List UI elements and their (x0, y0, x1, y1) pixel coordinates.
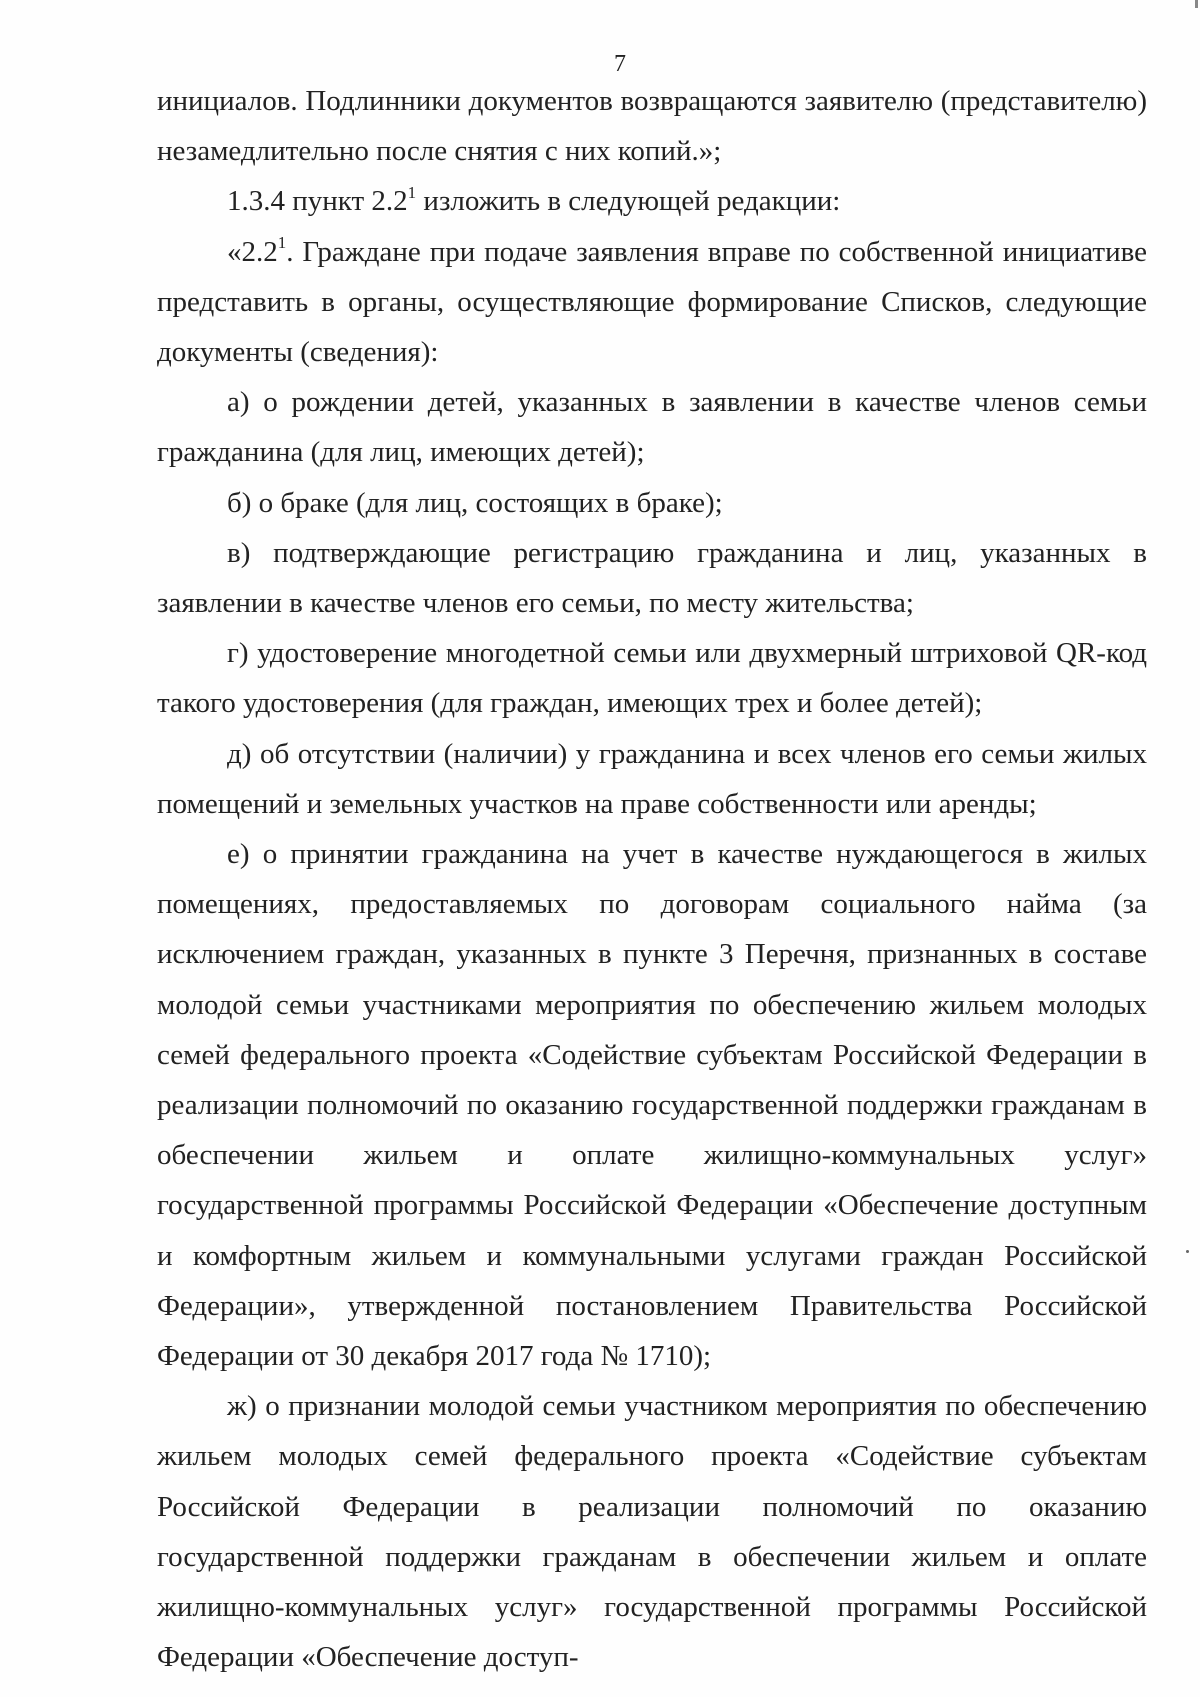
paragraph-text: 1.3.4 пункт 2.2 (227, 185, 408, 218)
superscript-mark: 1 (277, 232, 287, 252)
list-item-zh: ж) о признании молодой семьи участником мероприятия по обеспечению жильем молодых семей федерального проекта «Содействие субъектам Российской Федерации в реализации полномочий по оказанию государственной поддержки гражданам в обеспечении жильем и оплате жилищно-коммунальных услуг» государственной программы Российской Федерации «Обеспечение доступ- (157, 1390, 1147, 1674)
superscript-mark: 1 (407, 182, 417, 202)
scan-artifact (1186, 1250, 1189, 1253)
list-item-v: в) подтверждающие регистрацию гражданина и лиц, указанных в заявлении в качестве членов его семьи, по месту жительства; (157, 536, 1147, 620)
paragraph-amendment-item (157, 176, 1147, 226)
list-item-e: е) о принятии гражданина на учет в качестве нуждающегося в жилых помещениях, предоставляемых по договорам социального найма (за исключением граждан, указанных в пункте 3 Перечня, признанных в составе молодой семьи участниками мероприятия по обеспечению жильем молодых семей федерального проекта «Содействие субъектам Российской Федерации в реализации полномочий по оказанию государственной поддержки гражданам в обеспечении жильем и оплате жилищно-коммунальных услуг» государственной программы Российской Федерации «Обеспечение доступным и комфортным жильем и коммунальными услугами граждан Российской Федерации», утвержденной постановлением Правительства Российской Федерации от 30 декабря 2017 года № 1710); (157, 838, 1147, 1373)
list-item-b: б) о браке (для лиц, состоящих в браке); (227, 486, 723, 519)
paragraph-continuation: инициалов. Подлинники документов возвращаются заявителю (представителю) незамедлительно после снятия с них копий.»; (157, 85, 1147, 168)
paragraph-text: «2.2 (227, 235, 278, 268)
paragraph-text: изложить в следующей редакции: (416, 185, 841, 218)
list-item-a: а) о рождении детей, указанных в заявлении в качестве членов семьи гражданина (для лиц, имеющих детей); (157, 386, 1147, 469)
paragraph-text: . Граждане при подаче заявления вправе по собственной инициативе представить в органы, осуществляющие формирование Списков, следующие документы (сведения): (157, 235, 1147, 369)
page-number: 7 (614, 51, 626, 77)
list-item-g: г) удостоверение многодетной семьи или двухмерный штриховой QR-код такого удостоверения (для граждан, имеющих трех и более детей); (157, 637, 1147, 720)
document-body (157, 76, 1147, 1683)
scan-artifact (1195, 0, 1198, 8)
paragraph-clause-2-2-1 (157, 227, 1147, 378)
list-item-d: д) об отсутствии (наличии) у гражданина и всех членов его семьи жилых помещений и земельных участков на праве собственности или аренды; (157, 737, 1147, 820)
